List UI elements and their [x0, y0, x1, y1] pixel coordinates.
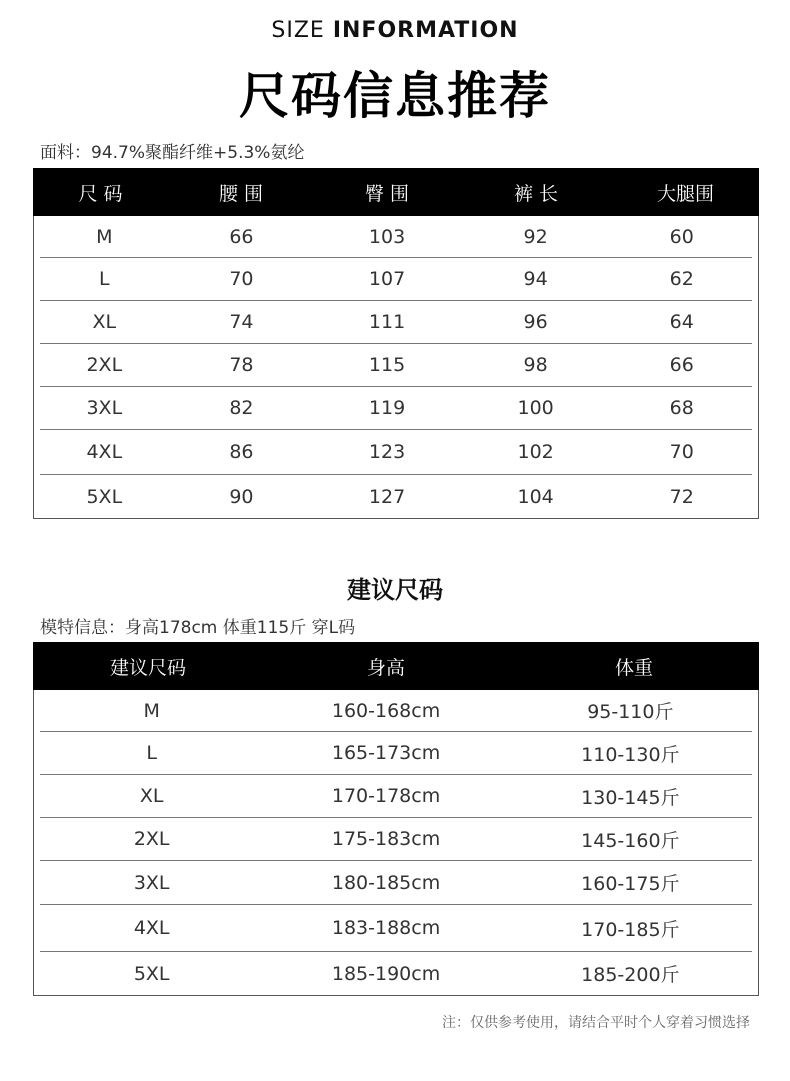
section-title: 建议尺码	[347, 576, 443, 604]
table-row	[40, 818, 752, 861]
table-row	[40, 905, 752, 952]
table-cell: 64	[669, 311, 694, 333]
table-cell: 62	[669, 268, 694, 290]
fabric-info: 面料：94.7%聚酯纤维+5.3%氨纶	[40, 143, 305, 163]
column-header-waist: 腰 围	[218, 182, 264, 205]
table-cell: 66	[229, 225, 254, 248]
table-cell: 78	[229, 354, 254, 376]
table-row	[40, 344, 752, 387]
table-cell: 60	[669, 225, 694, 248]
column-header-size: 建议尺码	[109, 656, 186, 679]
table-cell: 100	[517, 397, 554, 419]
model-info: 模特信息：身高178cm 体重115斤 穿L码	[40, 618, 356, 638]
table-row	[40, 952, 752, 995]
table-cell: 5XL	[133, 962, 170, 985]
table-cell: 185-200斤	[581, 964, 680, 986]
column-header-weight: 体重	[614, 656, 653, 679]
table-cell: 82	[229, 397, 254, 419]
column-header-height: 身高	[366, 656, 405, 679]
table-cell: 92	[523, 225, 548, 248]
table-row	[40, 775, 752, 818]
table-cell: M	[143, 699, 160, 722]
table-row	[40, 301, 752, 344]
table-cell: 130-145斤	[581, 786, 680, 809]
table-cell: 127	[368, 485, 406, 508]
table-cell: 95-110斤	[587, 701, 674, 723]
size-table	[33, 168, 759, 519]
table-cell: 111	[368, 311, 406, 333]
table-row	[40, 690, 752, 732]
table-cell: XL	[92, 311, 117, 333]
table-row	[40, 387, 752, 430]
column-header-hip: 臀 围	[364, 182, 410, 205]
table-cell: 98	[523, 354, 548, 376]
table-cell: 5XL	[86, 485, 123, 508]
table-cell: 86	[229, 441, 254, 463]
table-row	[40, 861, 752, 905]
recommend-table	[33, 642, 759, 996]
table-cell: 160-175斤	[581, 873, 680, 895]
table-cell: 2XL	[86, 354, 123, 376]
recommend-table-body	[33, 690, 759, 996]
table-row	[40, 216, 752, 258]
table-cell: 160-168cm	[331, 699, 441, 722]
table-cell: 74	[229, 311, 254, 333]
table-cell: 3XL	[133, 871, 170, 894]
table-cell: 70	[229, 268, 254, 290]
table-cell: 4XL	[133, 917, 170, 939]
recommend-table-header	[33, 642, 759, 690]
table-cell: 110-130斤	[581, 743, 680, 766]
size-table-body	[33, 216, 759, 519]
table-cell: 170-178cm	[331, 785, 441, 807]
table-cell: 102	[517, 441, 554, 463]
table-cell: 4XL	[86, 441, 123, 463]
page-title: 尺码信息推荐	[239, 67, 551, 125]
english-title-bold: INFORMATION	[332, 18, 519, 43]
column-header-thigh: 大腿围	[656, 182, 714, 205]
table-cell: 96	[523, 311, 548, 333]
table-cell: M	[96, 225, 113, 248]
table-cell: 165-173cm	[331, 742, 441, 764]
table-cell: 70	[669, 441, 694, 463]
table-row	[40, 430, 752, 475]
size-table-header	[33, 168, 759, 216]
table-cell: 123	[368, 441, 406, 463]
column-header-length: 裤 长	[513, 182, 559, 205]
table-cell: 68	[669, 397, 694, 419]
table-cell: 170-185斤	[581, 918, 680, 941]
table-cell: L	[146, 742, 157, 764]
table-cell: 180-185cm	[331, 871, 441, 894]
table-cell: L	[99, 268, 110, 290]
table-cell: 107	[368, 268, 406, 290]
table-cell: 104	[517, 485, 554, 508]
table-cell: 145-160斤	[581, 829, 680, 852]
table-cell: 66	[669, 354, 694, 376]
table-row	[40, 732, 752, 775]
english-title	[0, 18, 790, 43]
column-header-size: 尺 码	[78, 182, 123, 205]
table-cell: 115	[368, 354, 406, 376]
table-cell: 94	[523, 268, 548, 290]
table-cell: 175-183cm	[331, 828, 441, 850]
table-cell: 72	[669, 485, 694, 508]
table-cell: 3XL	[86, 397, 123, 419]
table-cell: 90	[229, 485, 254, 508]
table-row	[40, 475, 752, 518]
english-title-light: SIZE	[271, 18, 325, 43]
table-row	[40, 258, 752, 301]
table-cell: 185-190cm	[331, 962, 441, 985]
table-cell: 119	[368, 397, 406, 419]
footnote: 注：仅供参考使用，请结合平时个人穿着习惯选择	[442, 1015, 750, 1031]
table-cell: 183-188cm	[331, 917, 441, 939]
table-cell: 103	[368, 225, 406, 248]
table-cell: 2XL	[133, 828, 170, 850]
table-cell: XL	[139, 785, 164, 807]
